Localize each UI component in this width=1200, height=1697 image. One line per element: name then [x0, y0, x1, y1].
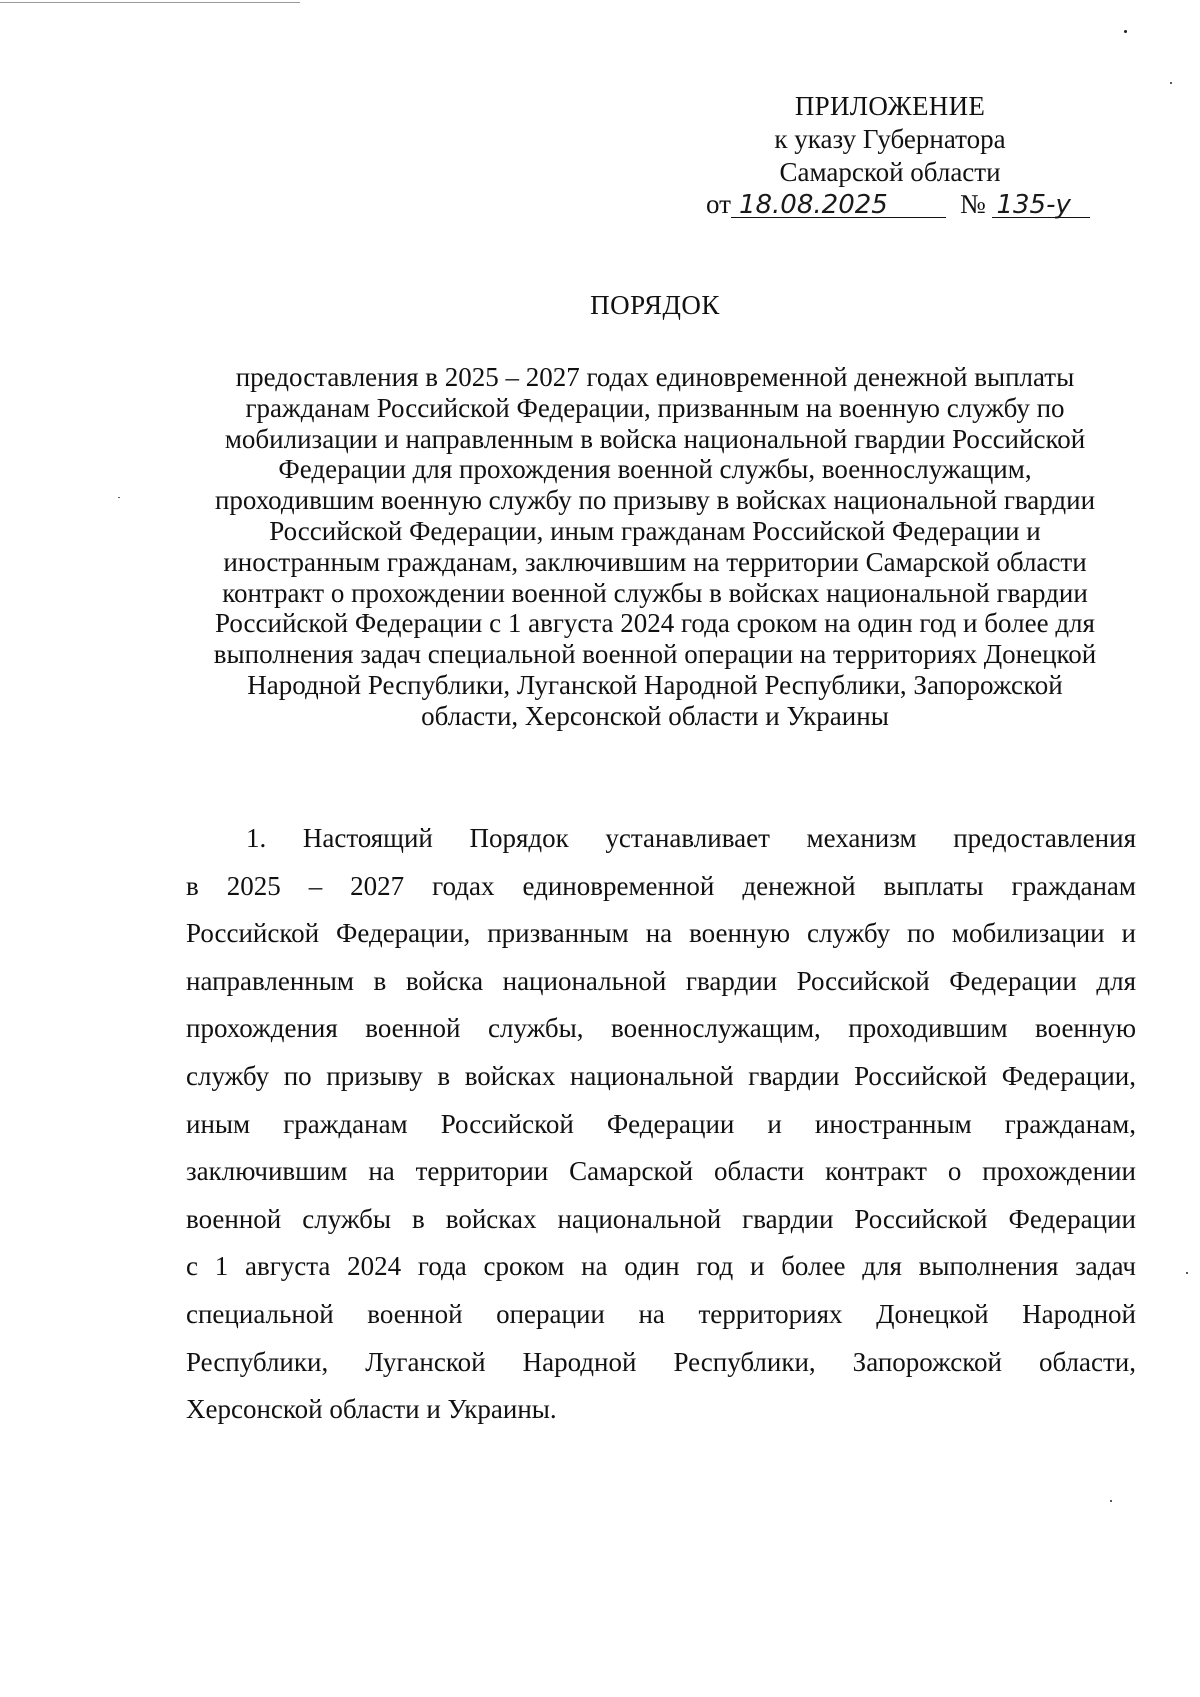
subtitle-line: Российской Федерации, иным гражданам Российской Федерации и — [269, 515, 1041, 546]
scan-speck — [1170, 82, 1172, 84]
appendix-region-line: Самарской области — [779, 157, 1001, 187]
subtitle-line: иностранным гражданам, заключившим на территории Самарской области — [223, 546, 1087, 577]
paragraph-line: Республики, Луганской Народной Республики, Запорожской области, — [186, 1346, 1136, 1377]
subtitle-line: Российской Федерации с 1 августа 2024 года сроком на один год и более для — [215, 608, 1095, 639]
subtitle-line: Народной Республики, Луганской Народной Республики, Запорожской — [247, 669, 1063, 700]
subtitle-line: контракт о прохождении военной службы в войсках национальной гвардии — [222, 577, 1088, 608]
scan-speck — [1124, 30, 1127, 33]
scan-speck — [1110, 1500, 1112, 1502]
paragraph-line: направленным в войска национальной гвардии Российской Федерации для — [186, 965, 1136, 996]
subtitle-line: области, Херсонской области и Украины — [421, 700, 889, 731]
paragraph-line: прохождения военной службы, военнослужащим, проходившим военную — [186, 1013, 1136, 1044]
subtitle-line: выполнения задач специальной военной операции на территориях Донецкой — [213, 639, 1097, 670]
paragraph-line: службу по призыву в войсках национальной гвардии Российской Федерации, — [186, 1060, 1136, 1091]
decree-date-field — [731, 188, 946, 218]
subtitle-line: предоставления в 2025 – 2027 годах единовременной денежной выплаты — [235, 362, 1075, 392]
document-subtitle — [182, 362, 1128, 732]
paragraph-line: Российской Федерации, призванным на военную службу по мобилизации и — [186, 918, 1136, 949]
number-prefix: № — [959, 189, 986, 219]
decree-date-handwritten: 18.08.2025 — [738, 190, 888, 220]
decree-date-number-line — [706, 188, 1126, 221]
paragraph-line: военной службы в войсках национальной гвардии Российской Федерации — [186, 1203, 1136, 1234]
paragraph-line: заключившим на территории Самарской области контракт о прохождении — [186, 1156, 1136, 1187]
paragraph-line: специальной военной операции на территориях Донецкой Народной — [186, 1298, 1136, 1329]
decree-number-handwritten: 135-у — [996, 190, 1071, 220]
scan-edge-line — [0, 2, 300, 3]
scan-speck — [1186, 1272, 1188, 1274]
appendix-block — [700, 90, 1080, 189]
subtitle-line: мобилизации и направленным в войска национальной гвардии Российской — [224, 423, 1086, 454]
decree-number-field — [992, 188, 1090, 218]
paragraph-1 — [186, 820, 1136, 1439]
scan-speck — [118, 497, 120, 498]
paragraph-line: в 2025 – 2027 годах единовременной денежной выплаты гражданам — [186, 870, 1136, 901]
appendix-decree-line: к указу Губернатора — [774, 124, 1006, 154]
paragraph-line: 1. Настоящий Порядок устанавливает механизм предоставления — [246, 823, 1136, 853]
document-title: ПОРЯДОК — [590, 290, 720, 320]
subtitle-line: проходившим военную службу по призыву в войсках национальной гвардии — [214, 485, 1096, 516]
subtitle-line: гражданам Российской Федерации, призванным на военную службу по — [245, 392, 1065, 423]
paragraph-line: с 1 августа 2024 года сроком на один год и более для выполнения задач — [186, 1251, 1136, 1282]
subtitle-line: Федерации для прохождения военной службы, военнослужащим, — [278, 454, 1032, 485]
appendix-title: ПРИЛОЖЕНИЕ — [794, 91, 986, 121]
date-prefix: от — [706, 189, 731, 219]
paragraph-line: иным гражданам Российской Федерации и иностранным гражданам, — [186, 1108, 1136, 1139]
paragraph-line: Херсонской области и Украины. — [186, 1394, 557, 1425]
